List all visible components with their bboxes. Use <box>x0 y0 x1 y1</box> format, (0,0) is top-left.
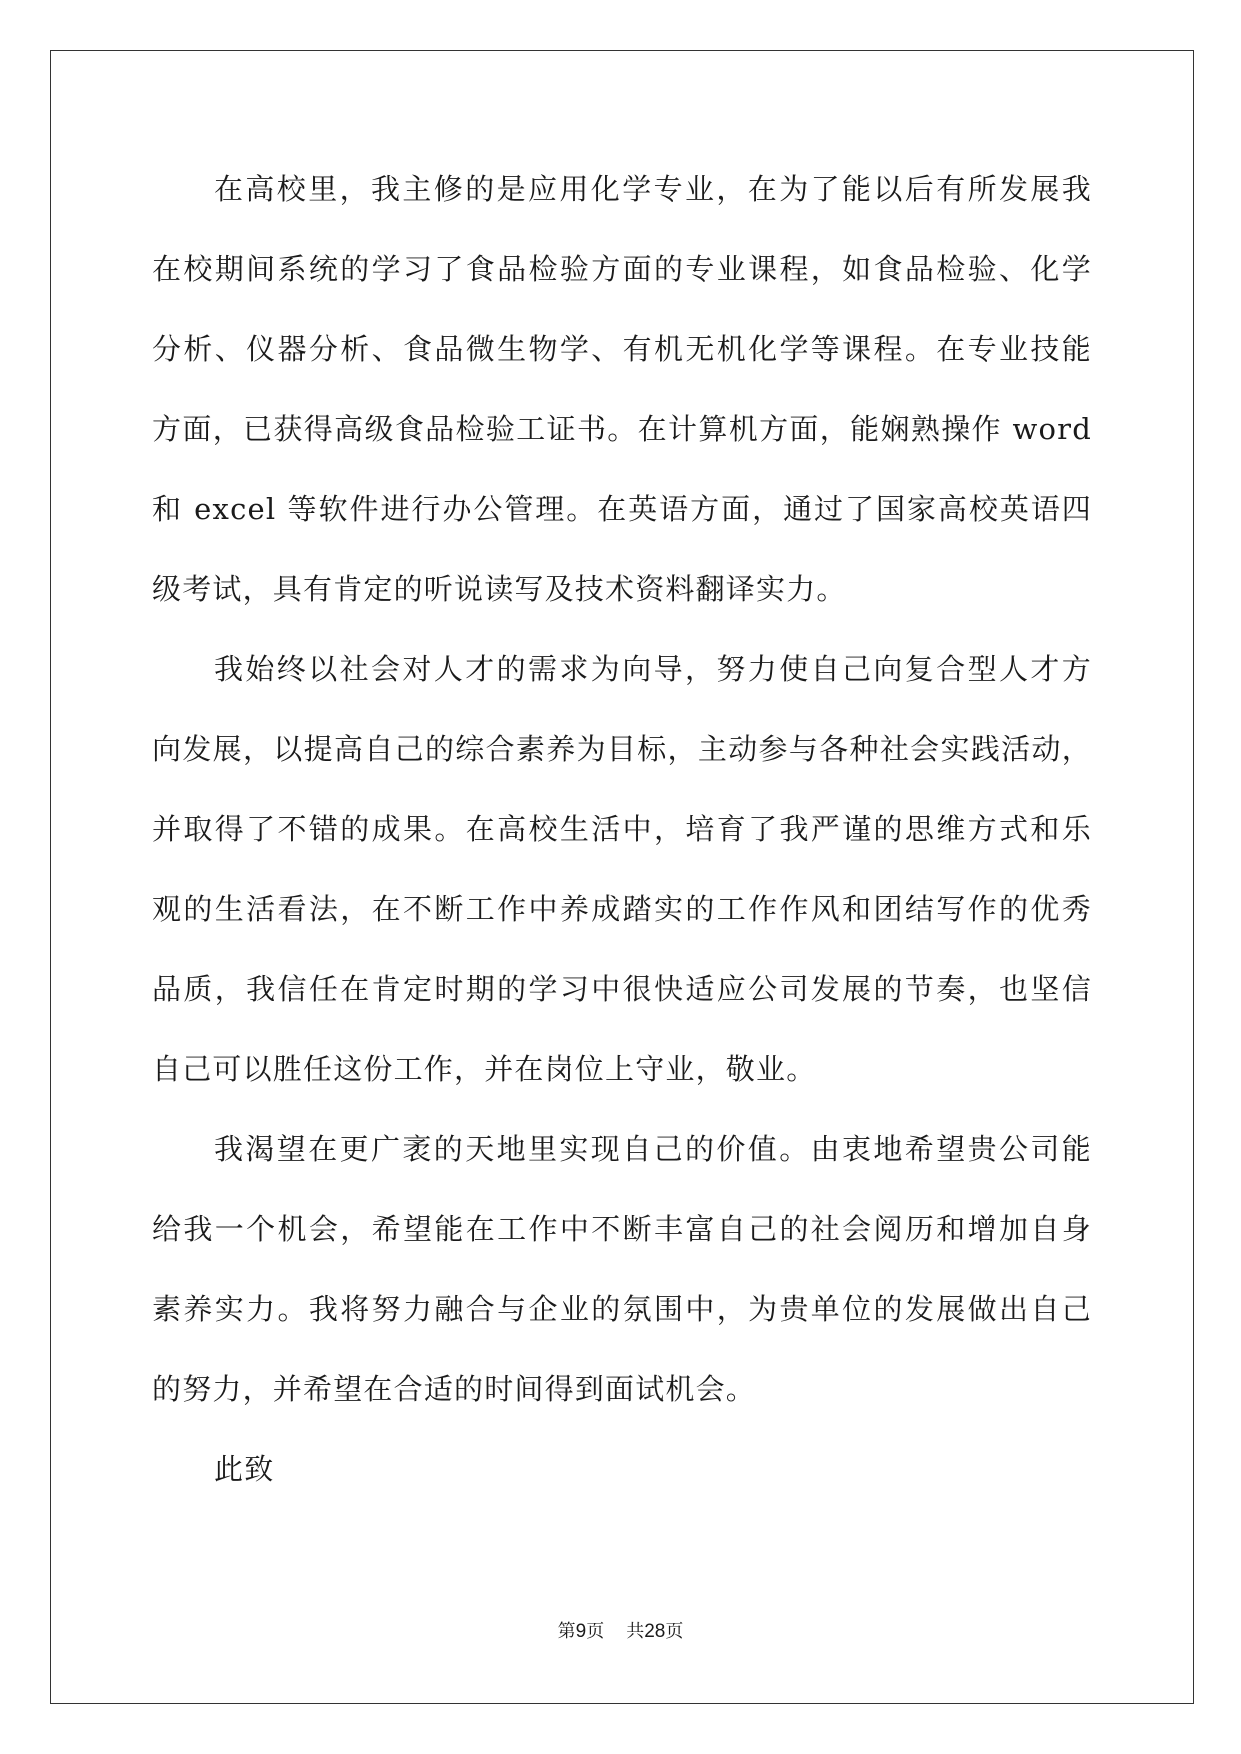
total-pages: 28 <box>644 1621 666 1642</box>
page-prefix: 第 <box>557 1621 576 1642</box>
paragraph-1-line-4: 方面，已获得高级食品检验工证书。在计算机方面，能娴熟操作 word <box>152 412 1092 446</box>
closing-salutation: 此致 <box>214 1452 275 1486</box>
paragraph-2-line-5: 品质，我信任在肯定时期的学习中很快适应公司发展的节奏，也坚信 <box>152 972 1092 1006</box>
page-number: 9 <box>575 1621 587 1642</box>
paragraph-3-line-1: 我渴望在更广袤的天地里实现自己的价值。由衷地希望贵公司能 <box>214 1132 1092 1166</box>
paragraph-1-line-5: 和 excel 等软件进行办公管理。在英语方面，通过了国家高校英语四 <box>152 492 1092 526</box>
paragraph-3-line-4: 的努力，并希望在合适的时间得到面试机会。 <box>152 1372 757 1406</box>
paragraph-1-line-1: 在高校里，我主修的是应用化学专业，在为了能以后有所发展我 <box>214 172 1092 206</box>
paragraph-1-line-3: 分析、仪器分析、食品微生物学、有机无机化学等课程。在专业技能 <box>152 332 1092 366</box>
paragraph-2-line-1: 我始终以社会对人才的需求为向导，努力使自己向复合型人才方 <box>214 652 1092 686</box>
paragraph-3-line-2: 给我一个机会，希望能在工作中不断丰富自己的社会阅历和增加自身 <box>152 1212 1092 1246</box>
paragraph-2-line-3: 并取得了不错的成果。在高校生活中，培育了我严谨的思维方式和乐 <box>152 812 1092 846</box>
total-prefix: 共 <box>626 1621 645 1642</box>
paragraph-1-line-6: 级考试，具有肯定的听说读写及技术资料翻译实力。 <box>152 572 847 606</box>
total-suffix: 页 <box>665 1621 684 1642</box>
paragraph-2-line-4: 观的生活看法，在不断工作中养成踏实的工作作风和团结写作的优秀 <box>152 892 1092 926</box>
letter-body <box>152 163 1092 1523</box>
page-footer <box>0 1620 1241 1644</box>
paragraph-3-line-3: 素养实力。我将努力融合与企业的氛围中，为贵单位的发展做出自己 <box>152 1292 1092 1326</box>
paragraph-2-line-2: 向发展，以提高自己的综合素养为目标，主动参与各种社会实践活动， <box>152 732 1092 766</box>
paragraph-1-line-2: 在校期间系统的学习了食品检验方面的专业课程，如食品检验、化学 <box>152 252 1092 286</box>
paragraph-2-line-6: 自己可以胜任这份工作，并在岗位上守业，敬业。 <box>152 1052 817 1086</box>
page-suffix: 页 <box>586 1621 605 1642</box>
